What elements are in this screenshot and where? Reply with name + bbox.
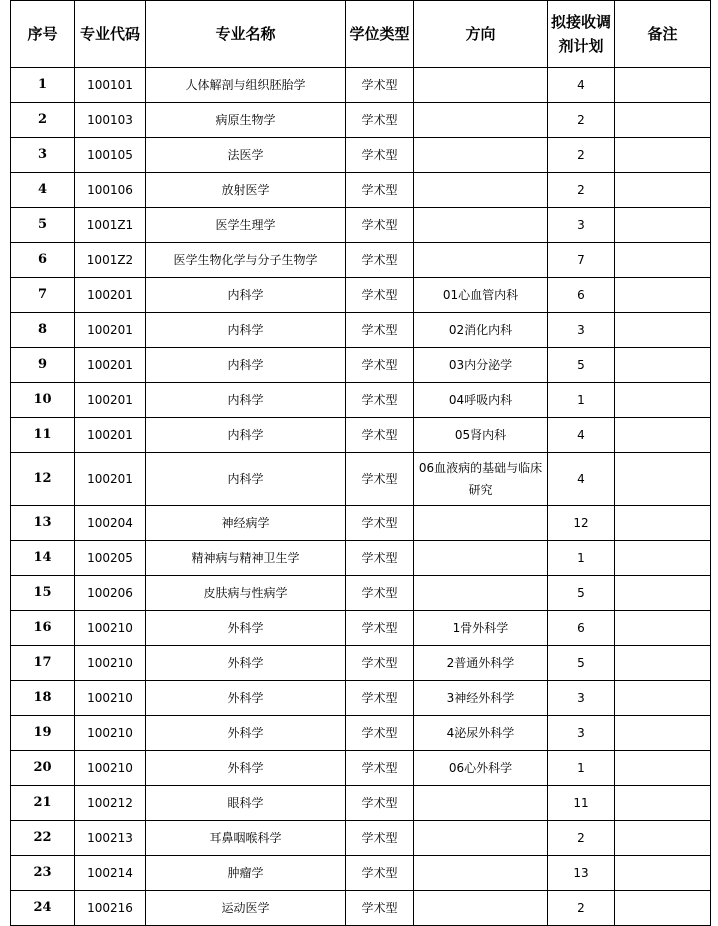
table-row — [11, 856, 711, 891]
cell-seq: 22 — [11, 821, 75, 856]
header-row — [11, 1, 711, 68]
cell-code: 100210 — [75, 681, 146, 716]
cell-seq: 19 — [11, 716, 75, 751]
cell-plan: 7 — [548, 243, 615, 278]
cell-degree-type: 学术型 — [346, 856, 414, 891]
cell-seq: 15 — [11, 576, 75, 611]
cell-direction — [414, 506, 548, 541]
cell-code: 100101 — [75, 68, 146, 103]
cell-direction: 01心血管内科 — [414, 278, 548, 313]
cell-note — [615, 278, 711, 313]
cell-direction: 06心外科学 — [414, 751, 548, 786]
table-row — [11, 821, 711, 856]
table-row — [11, 103, 711, 138]
cell-plan: 5 — [548, 646, 615, 681]
cell-degree-type: 学术型 — [346, 611, 414, 646]
cell-seq: 6 — [11, 243, 75, 278]
cell-direction — [414, 68, 548, 103]
header-plan: 拟接收调剂计划 — [548, 1, 615, 68]
cell-degree-type: 学术型 — [346, 313, 414, 348]
cell-plan: 2 — [548, 821, 615, 856]
cell-degree-type: 学术型 — [346, 506, 414, 541]
cell-plan: 3 — [548, 313, 615, 348]
cell-degree-type: 学术型 — [346, 751, 414, 786]
cell-plan: 3 — [548, 208, 615, 243]
cell-direction: 04呼吸内科 — [414, 383, 548, 418]
cell-direction — [414, 138, 548, 173]
cell-degree-type: 学术型 — [346, 541, 414, 576]
cell-note — [615, 821, 711, 856]
table-row — [11, 453, 711, 506]
cell-degree-type: 学术型 — [346, 453, 414, 506]
cell-note — [615, 681, 711, 716]
cell-code: 100210 — [75, 751, 146, 786]
cell-seq: 7 — [11, 278, 75, 313]
cell-note — [615, 348, 711, 383]
cell-name: 耳鼻咽喉科学 — [146, 821, 346, 856]
cell-name: 精神病与精神卫生学 — [146, 541, 346, 576]
cell-code: 1001Z2 — [75, 243, 146, 278]
cell-degree-type: 学术型 — [346, 348, 414, 383]
cell-degree-type: 学术型 — [346, 243, 414, 278]
cell-name: 医学生物化学与分子生物学 — [146, 243, 346, 278]
cell-degree-type: 学术型 — [346, 138, 414, 173]
cell-plan: 11 — [548, 786, 615, 821]
cell-degree-type: 学术型 — [346, 821, 414, 856]
cell-plan: 6 — [548, 278, 615, 313]
cell-code: 100106 — [75, 173, 146, 208]
cell-plan: 3 — [548, 716, 615, 751]
cell-name: 外科学 — [146, 646, 346, 681]
cell-degree-type: 学术型 — [346, 646, 414, 681]
cell-note — [615, 453, 711, 506]
cell-seq: 2 — [11, 103, 75, 138]
cell-name: 内科学 — [146, 453, 346, 506]
cell-direction — [414, 821, 548, 856]
cell-seq: 18 — [11, 681, 75, 716]
table-row — [11, 243, 711, 278]
cell-seq: 9 — [11, 348, 75, 383]
cell-code: 1001Z1 — [75, 208, 146, 243]
cell-code: 100212 — [75, 786, 146, 821]
cell-code: 100201 — [75, 418, 146, 453]
cell-seq: 21 — [11, 786, 75, 821]
cell-note — [615, 856, 711, 891]
cell-name: 人体解剖与组织胚胎学 — [146, 68, 346, 103]
cell-seq: 17 — [11, 646, 75, 681]
cell-code: 100201 — [75, 348, 146, 383]
cell-seq: 12 — [11, 453, 75, 506]
cell-name: 肿瘤学 — [146, 856, 346, 891]
cell-note — [615, 313, 711, 348]
cell-degree-type: 学术型 — [346, 173, 414, 208]
cell-name: 眼科学 — [146, 786, 346, 821]
cell-name: 神经病学 — [146, 506, 346, 541]
cell-name: 外科学 — [146, 716, 346, 751]
cell-plan: 4 — [548, 453, 615, 506]
cell-plan: 5 — [548, 348, 615, 383]
cell-note — [615, 611, 711, 646]
cell-direction: 1骨外科学 — [414, 611, 548, 646]
cell-plan: 1 — [548, 751, 615, 786]
table-row — [11, 383, 711, 418]
cell-direction: 06血液病的基础与临床研究 — [414, 453, 548, 506]
cell-direction: 2普通外科学 — [414, 646, 548, 681]
table-row — [11, 348, 711, 383]
cell-plan: 1 — [548, 383, 615, 418]
table-row — [11, 541, 711, 576]
cell-plan: 13 — [548, 856, 615, 891]
cell-direction — [414, 576, 548, 611]
cell-seq: 20 — [11, 751, 75, 786]
cell-degree-type: 学术型 — [346, 681, 414, 716]
cell-code: 100205 — [75, 541, 146, 576]
cell-plan: 6 — [548, 611, 615, 646]
cell-note — [615, 173, 711, 208]
cell-code: 100201 — [75, 453, 146, 506]
cell-degree-type: 学术型 — [346, 891, 414, 926]
cell-degree-type: 学术型 — [346, 418, 414, 453]
cell-degree-type: 学术型 — [346, 68, 414, 103]
cell-code: 100213 — [75, 821, 146, 856]
cell-direction — [414, 856, 548, 891]
cell-note — [615, 891, 711, 926]
cell-note — [615, 786, 711, 821]
cell-note — [615, 541, 711, 576]
cell-name: 医学生理学 — [146, 208, 346, 243]
cell-seq: 8 — [11, 313, 75, 348]
cell-name: 内科学 — [146, 418, 346, 453]
table-row — [11, 681, 711, 716]
cell-degree-type: 学术型 — [346, 383, 414, 418]
cell-code: 100206 — [75, 576, 146, 611]
cell-name: 病原生物学 — [146, 103, 346, 138]
cell-code: 100204 — [75, 506, 146, 541]
cell-note — [615, 646, 711, 681]
cell-note — [615, 103, 711, 138]
cell-code: 100210 — [75, 611, 146, 646]
cell-code: 100201 — [75, 383, 146, 418]
header-code: 专业代码 — [75, 1, 146, 68]
cell-seq: 3 — [11, 138, 75, 173]
cell-direction — [414, 103, 548, 138]
table-row — [11, 576, 711, 611]
cell-degree-type: 学术型 — [346, 208, 414, 243]
cell-seq: 23 — [11, 856, 75, 891]
cell-note — [615, 208, 711, 243]
cell-note — [615, 138, 711, 173]
cell-plan: 4 — [548, 68, 615, 103]
table-row — [11, 418, 711, 453]
table-row — [11, 716, 711, 751]
cell-plan: 3 — [548, 681, 615, 716]
cell-code: 100105 — [75, 138, 146, 173]
cell-note — [615, 576, 711, 611]
cell-plan: 2 — [548, 891, 615, 926]
cell-degree-type: 学术型 — [346, 786, 414, 821]
cell-note — [615, 716, 711, 751]
cell-code: 100210 — [75, 716, 146, 751]
cell-direction: 05肾内科 — [414, 418, 548, 453]
cell-name: 外科学 — [146, 681, 346, 716]
cell-seq: 14 — [11, 541, 75, 576]
header-direction: 方向 — [414, 1, 548, 68]
table-row — [11, 68, 711, 103]
cell-name: 运动医学 — [146, 891, 346, 926]
cell-name: 外科学 — [146, 611, 346, 646]
cell-direction — [414, 173, 548, 208]
cell-direction: 03内分泌学 — [414, 348, 548, 383]
table-row — [11, 611, 711, 646]
table-row — [11, 786, 711, 821]
cell-name: 皮肤病与性病学 — [146, 576, 346, 611]
cell-code: 100214 — [75, 856, 146, 891]
cell-seq: 24 — [11, 891, 75, 926]
table-row — [11, 173, 711, 208]
cell-code: 100201 — [75, 313, 146, 348]
major-plan-table — [10, 0, 711, 926]
header-seq: 序号 — [11, 1, 75, 68]
cell-direction: 3神经外科学 — [414, 681, 548, 716]
cell-direction — [414, 243, 548, 278]
cell-degree-type: 学术型 — [346, 103, 414, 138]
cell-plan: 5 — [548, 576, 615, 611]
cell-name: 外科学 — [146, 751, 346, 786]
cell-seq: 5 — [11, 208, 75, 243]
cell-degree-type: 学术型 — [346, 278, 414, 313]
cell-name: 内科学 — [146, 348, 346, 383]
cell-direction — [414, 786, 548, 821]
cell-direction — [414, 208, 548, 243]
cell-seq: 13 — [11, 506, 75, 541]
cell-seq: 11 — [11, 418, 75, 453]
table-row — [11, 646, 711, 681]
table-row — [11, 278, 711, 313]
cell-direction: 02消化内科 — [414, 313, 548, 348]
cell-name: 放射医学 — [146, 173, 346, 208]
cell-name: 内科学 — [146, 313, 346, 348]
cell-code: 100103 — [75, 103, 146, 138]
cell-name: 内科学 — [146, 278, 346, 313]
cell-plan: 2 — [548, 173, 615, 208]
cell-note — [615, 751, 711, 786]
table-row — [11, 313, 711, 348]
table-row — [11, 138, 711, 173]
cell-name: 法医学 — [146, 138, 346, 173]
table-row — [11, 208, 711, 243]
cell-seq: 10 — [11, 383, 75, 418]
cell-note — [615, 418, 711, 453]
cell-direction — [414, 891, 548, 926]
cell-plan: 1 — [548, 541, 615, 576]
cell-plan: 2 — [548, 103, 615, 138]
cell-direction — [414, 541, 548, 576]
cell-degree-type: 学术型 — [346, 716, 414, 751]
cell-note — [615, 506, 711, 541]
cell-degree-type: 学术型 — [346, 576, 414, 611]
cell-direction: 4泌尿外科学 — [414, 716, 548, 751]
table-row — [11, 891, 711, 926]
cell-seq: 1 — [11, 68, 75, 103]
cell-seq: 4 — [11, 173, 75, 208]
cell-note — [615, 383, 711, 418]
header-name: 专业名称 — [146, 1, 346, 68]
cell-note — [615, 68, 711, 103]
header-note: 备注 — [615, 1, 711, 68]
cell-code: 100216 — [75, 891, 146, 926]
cell-code: 100210 — [75, 646, 146, 681]
cell-plan: 4 — [548, 418, 615, 453]
cell-plan: 12 — [548, 506, 615, 541]
table-row — [11, 751, 711, 786]
cell-note — [615, 243, 711, 278]
cell-plan: 2 — [548, 138, 615, 173]
cell-name: 内科学 — [146, 383, 346, 418]
cell-code: 100201 — [75, 278, 146, 313]
table-row — [11, 506, 711, 541]
header-degree-type: 学位类型 — [346, 1, 414, 68]
cell-seq: 16 — [11, 611, 75, 646]
